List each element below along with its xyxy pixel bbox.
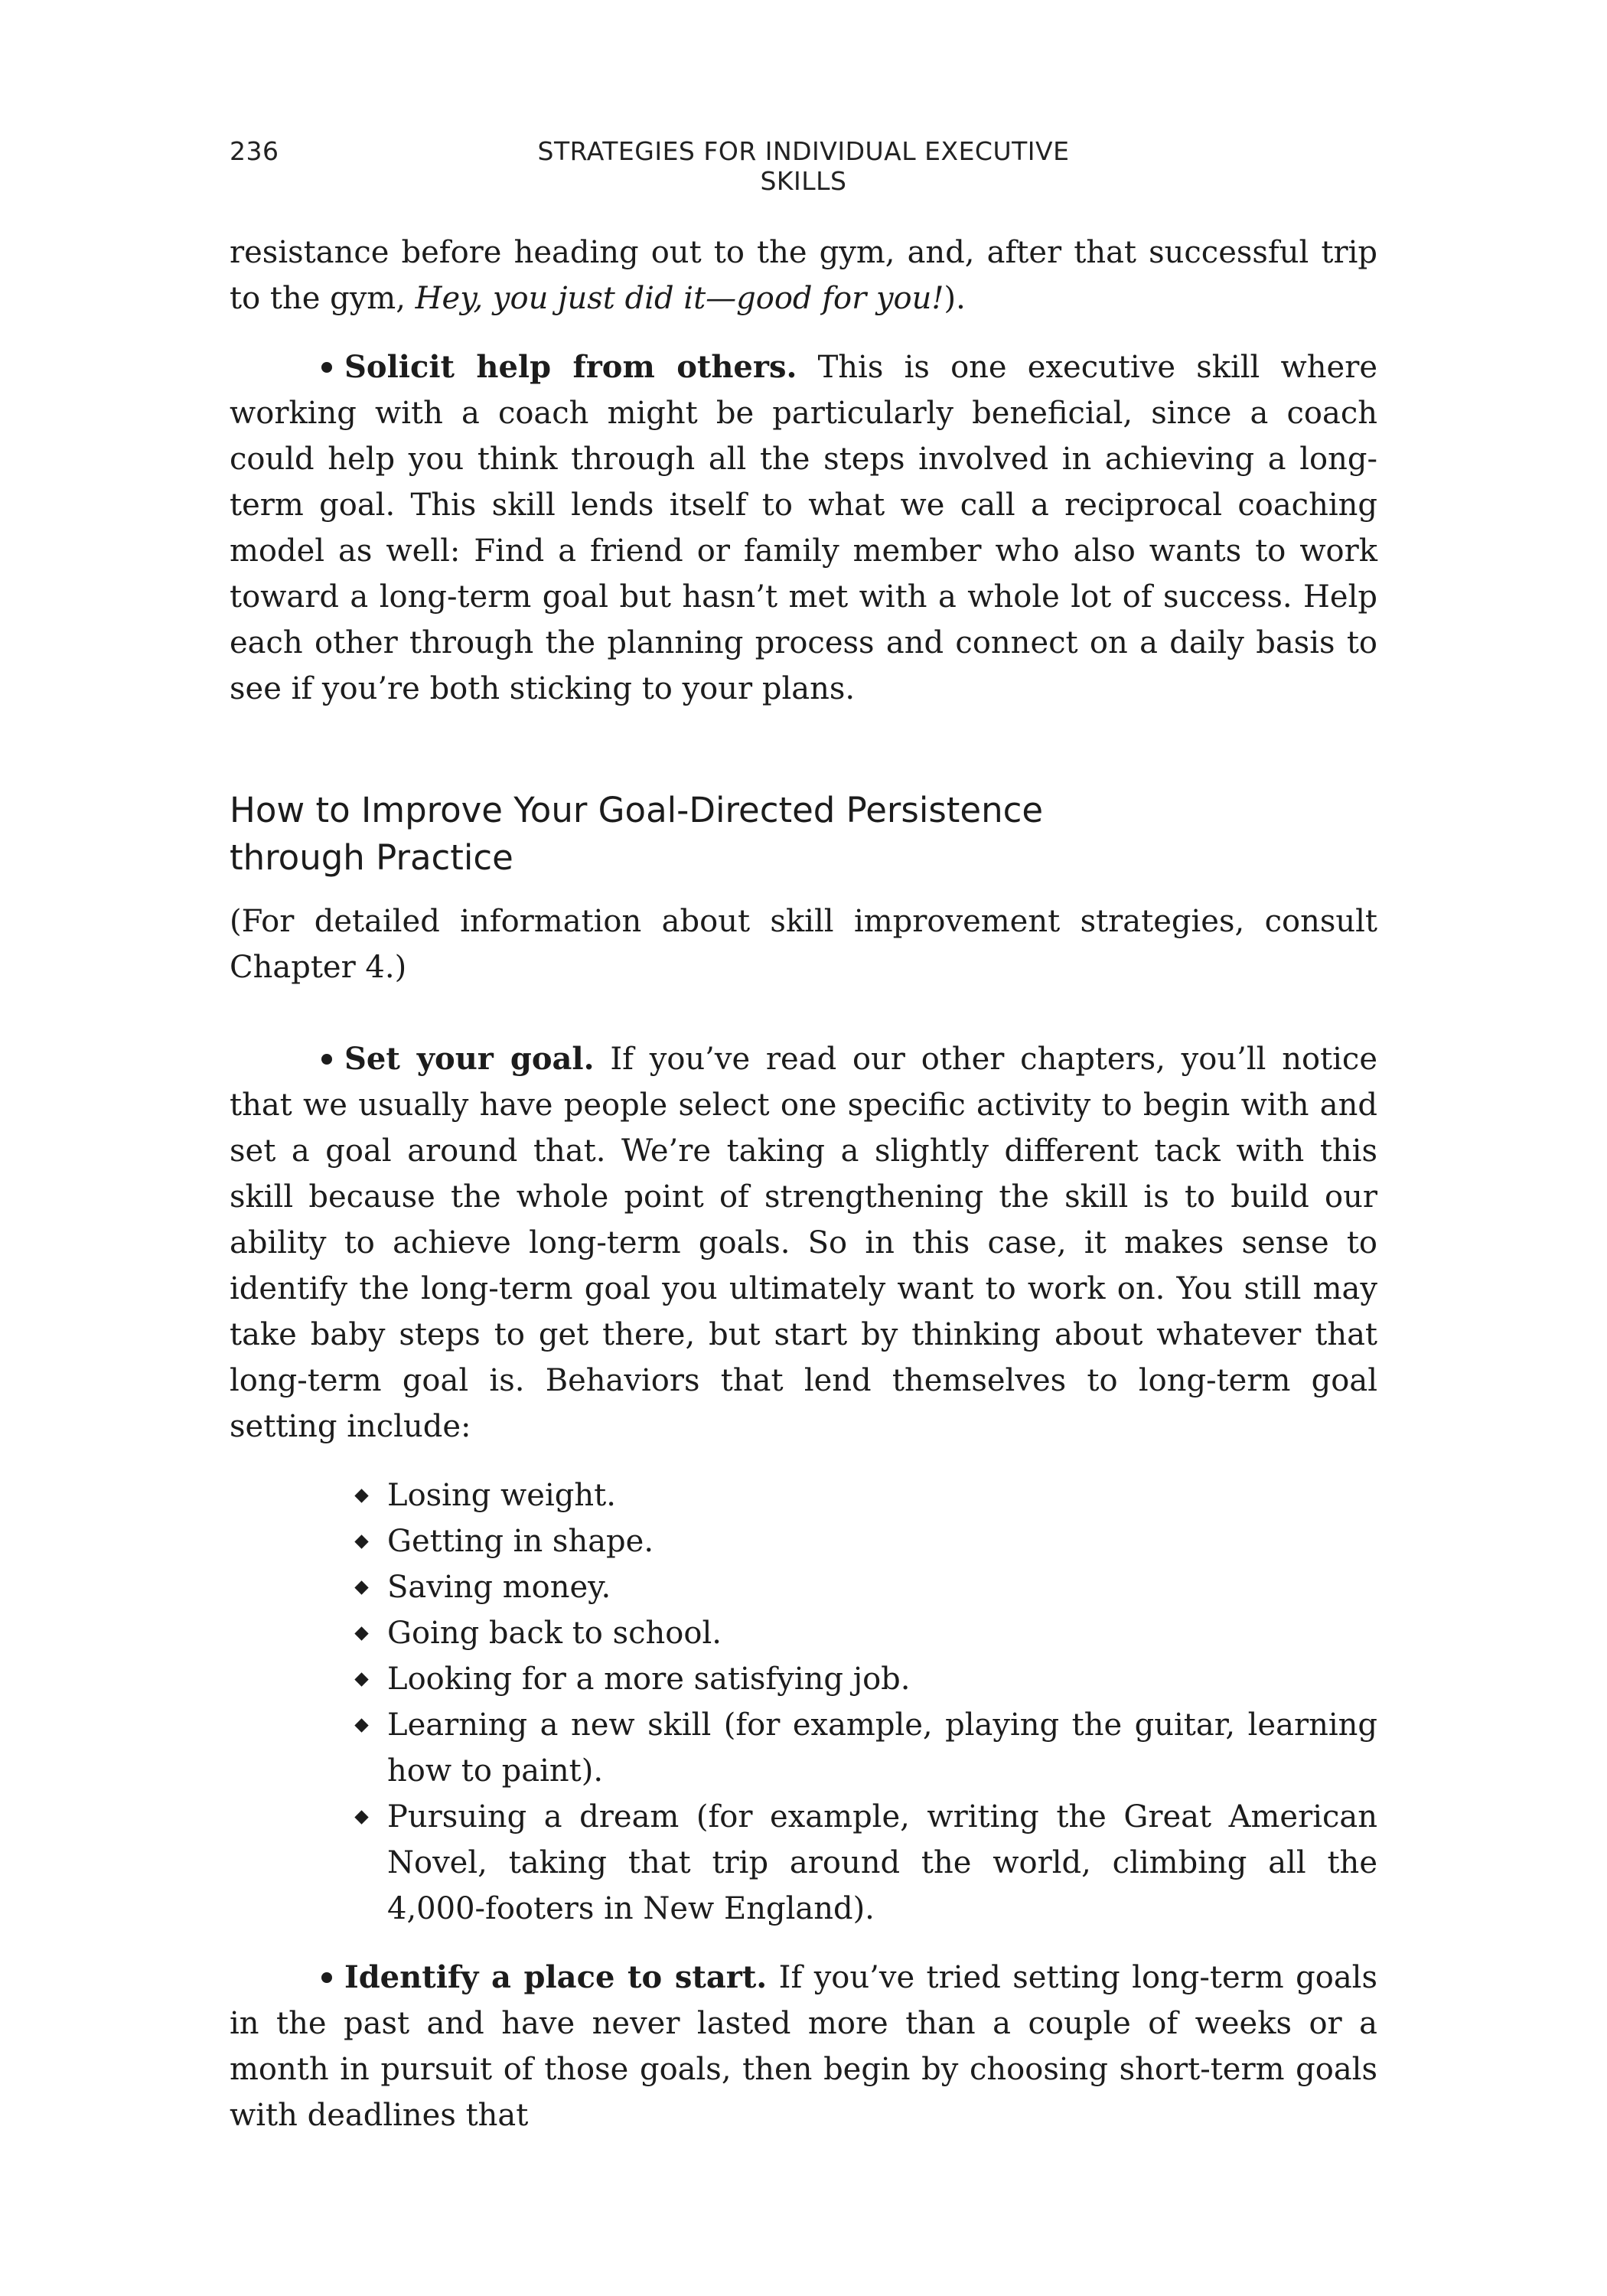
set-goal-text: If you’ve read our other chapters, you’ll notice that we usually have people select one specific activity to begin with and set a goal around that. We’re taking a slightly different tack with this skill because the whole point of strengthening the skill is to build our ability to achieve long-term goals. So in this case, it makes sense to identify the long-term goal you ultimately want to work on. You still may take baby steps to get there, but start by thinking about whatever that long-term goal is. Behaviors that lend themselves to long-term goal setting include:: [230, 1042, 1377, 1444]
diamond-bullet-icon: [354, 1672, 368, 1686]
list-item-text: Saving money.: [387, 1570, 611, 1605]
bullet-icon: [321, 1054, 332, 1065]
set-goal-paragraph: [230, 1036, 1377, 1450]
identify-place-text: If you’ve tried setting long-term goals in the past and have never lasted more than a couple of weeks or a month in pursuit of those goals, then begin by choosing short-term goals with deadlines that: [230, 1960, 1377, 2133]
continuation-text: resistance before heading out to the gym, and, after that successful trip to the gym,: [230, 235, 1377, 316]
list-item-text: Looking for a more satisfying job.: [387, 1662, 911, 1697]
continuation-suffix: ).: [944, 281, 966, 316]
section-heading: [230, 787, 1148, 882]
list-item: [352, 1473, 1377, 1518]
solicit-help-text: This is one executive skill where working with a coach might be particularly beneficial, since a coach could help you think through all the steps involved in achieving a long-term goal. This skill lends itself to what we call a reciprocal coaching model as well: Find a friend or family member who also wants to work toward a long-term goal but hasn’t met with a whole lot of success. Help each other through the planning process and connect on a daily basis to see if you’re both sticking to your plans.: [230, 350, 1378, 706]
solicit-help-lead: Solicit help from others.: [344, 349, 797, 385]
list-item: [352, 1518, 1377, 1564]
section-heading-line1: How to Improve Your Goal-Directed Persistence: [230, 790, 1044, 830]
list-item: [352, 1564, 1377, 1610]
list-item-text: Losing weight.: [387, 1478, 616, 1513]
body-text: [230, 230, 1377, 2138]
section-heading-line2: through Practice: [230, 837, 513, 878]
list-item: [352, 1794, 1377, 1932]
solicit-help-paragraph: [230, 344, 1377, 712]
section-note: (For detailed information about skill improvement strategies, consult Chapter 4.): [230, 904, 1377, 985]
diamond-bullet-icon: [354, 1626, 368, 1640]
diamond-bullet-icon: [354, 1534, 368, 1548]
bullet-icon: [321, 1972, 332, 1983]
identify-place-paragraph: [230, 1955, 1377, 2138]
running-head: [230, 136, 1377, 196]
running-title: STRATEGIES FOR INDIVIDUAL EXECUTIVE SKILLS: [537, 136, 1070, 196]
diamond-bullet-icon: [354, 1718, 368, 1732]
list-item-text: Getting in shape.: [387, 1524, 654, 1559]
diamond-bullet-icon: [354, 1580, 368, 1594]
continuation-paragraph: [230, 230, 1377, 321]
list-item: [352, 1702, 1377, 1794]
list-item: [352, 1610, 1377, 1656]
diamond-bullet-icon: [354, 1489, 368, 1502]
continuation-italic: Hey, you just did it—good for you!: [415, 281, 944, 316]
set-goal-lead: Set your goal.: [344, 1041, 595, 1077]
behaviors-list: [230, 1473, 1377, 1932]
list-item: [352, 1656, 1377, 1702]
list-item-text: Learning a new skill (for example, playing the guitar, learning how to paint).: [387, 1707, 1377, 1789]
page-number: 236: [230, 136, 279, 166]
diamond-bullet-icon: [354, 1810, 368, 1824]
list-item-text: Going back to school.: [387, 1616, 722, 1651]
list-item-text: Pursuing a dream (for example, writing the Great American Novel, taking that trip around the world, climbing all the 4,000-footers in New England).: [387, 1799, 1377, 1926]
bullet-icon: [321, 362, 332, 373]
identify-place-lead: Identify a place to start.: [344, 1959, 768, 1995]
